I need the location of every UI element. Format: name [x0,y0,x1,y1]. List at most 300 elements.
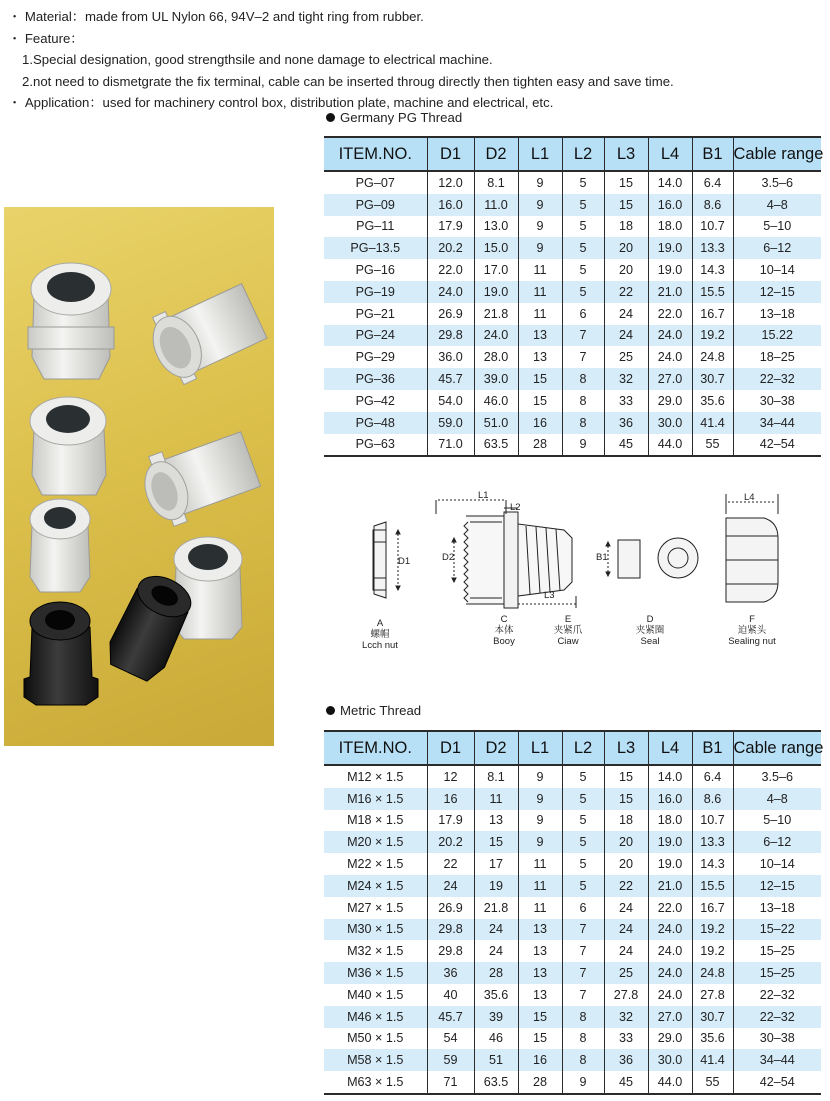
part-c-en: Booy [493,636,515,647]
table-cell: 19.0 [648,831,692,853]
item-number-cell: M27 × 1.5 [324,897,427,919]
item-number-cell: PG–63 [324,434,427,457]
column-header: L3 [604,731,648,765]
table-cell: 44.0 [648,1071,692,1094]
table-cell: 24 [474,940,518,962]
table-cell: 4–8 [733,788,821,810]
table-row [324,194,821,216]
table-cell: 15 [518,1006,562,1028]
table-cell: 13 [518,325,562,347]
table-cell: 26.9 [427,303,474,325]
table-cell: 13 [518,962,562,984]
table-row [324,984,821,1006]
table-cell: 15 [604,194,648,216]
table-row [324,390,821,412]
pg-thread-table [324,136,824,457]
table-cell: 21.0 [648,875,692,897]
table-cell: 11 [518,259,562,281]
part-a-cn: 螺帽 [370,629,390,640]
table-cell: 19.0 [474,281,518,303]
table-cell: 6 [562,303,604,325]
part-f-cn: 迫紧头 [737,625,767,636]
table-cell: 24 [604,303,648,325]
table-cell: 20 [604,237,648,259]
table-cell: 10–14 [733,259,821,281]
seal-drawing [606,538,698,578]
dim-label-l3: L3 [544,590,555,601]
table-cell: 8 [562,390,604,412]
table-cell: 13.3 [692,237,733,259]
table-cell: 11 [518,897,562,919]
table-cell: 29.0 [648,1028,692,1050]
table-cell: 15–22 [733,919,821,941]
item-number-cell: M12 × 1.5 [324,765,427,788]
table-cell: 51.0 [474,412,518,434]
table-cell: 19.0 [648,853,692,875]
table-cell: 24.0 [648,962,692,984]
column-header: ITEM.NO. [324,731,427,765]
table-cell: 15 [518,390,562,412]
table-cell: 63.5 [474,434,518,457]
part-c-letter: C [500,614,508,625]
dim-label-l4: L4 [744,492,755,503]
table-cell: 5 [562,171,604,194]
table-header-row [324,137,821,171]
table-cell: 8 [562,1006,604,1028]
table-cell: 17 [474,853,518,875]
table-header-row [324,731,821,765]
table-cell: 16.0 [427,194,474,216]
table-cell: 35.6 [692,390,733,412]
product-photo [4,207,274,746]
table-cell: 22.0 [648,897,692,919]
table-row [324,940,821,962]
table-cell: 29.8 [427,325,474,347]
table-row [324,962,821,984]
table-cell: 30.0 [648,412,692,434]
column-header: B1 [692,137,733,171]
table-cell: 9 [518,237,562,259]
table-cell: 22.0 [427,259,474,281]
item-number-cell: PG–13.5 [324,237,427,259]
table-row [324,259,821,281]
table-cell: 55 [692,434,733,457]
table-row [324,171,821,194]
item-number-cell: PG–24 [324,325,427,347]
table-cell: 24 [604,940,648,962]
product-description [8,6,823,114]
column-header: B1 [692,731,733,765]
table-cell: 39.0 [474,368,518,390]
table-cell: 13.0 [474,216,518,238]
table-row [324,897,821,919]
table-cell: 8.6 [692,194,733,216]
metric-thread-table [324,730,824,1095]
item-number-cell: PG–29 [324,346,427,368]
table-row [324,810,821,832]
table-cell: 19.2 [692,940,733,962]
table-cell: 6 [562,897,604,919]
table-cell: 46 [474,1028,518,1050]
table-cell: 19.0 [648,259,692,281]
dim-label-d2: D2 [442,552,455,563]
cable-gland-large-side [142,277,270,389]
table-cell: 5 [562,216,604,238]
part-f-letter: F [749,614,755,625]
table-cell: 13 [518,346,562,368]
bullet-icon [326,113,335,122]
table-cell: 8 [562,1028,604,1050]
table-cell: 18 [604,810,648,832]
table-cell: 11 [518,281,562,303]
table-row [324,831,821,853]
table-cell: 22 [604,281,648,303]
table-row [324,1049,821,1071]
table-row [324,875,821,897]
table-cell: 29.8 [427,940,474,962]
table-cell: 8.1 [474,765,518,788]
table-cell: 15 [604,765,648,788]
table-cell: 29.8 [427,919,474,941]
table-cell: 54 [427,1028,474,1050]
table-row [324,434,821,457]
table-cell: 10.7 [692,216,733,238]
table-cell: 3.5–6 [733,765,821,788]
table-cell: 59.0 [427,412,474,434]
table-cell: 24.0 [474,325,518,347]
table-cell: 15 [604,788,648,810]
table-row [324,919,821,941]
table-cell: 16.7 [692,303,733,325]
column-header: L4 [648,137,692,171]
column-header: L4 [648,731,692,765]
item-number-cell: PG–09 [324,194,427,216]
table-cell: 19.2 [692,325,733,347]
table-cell: 5 [562,788,604,810]
table-cell: 20.2 [427,237,474,259]
table-cell: 39 [474,1006,518,1028]
table-cell: 35.6 [692,1028,733,1050]
table-cell: 45 [604,434,648,457]
table-cell: 24.0 [648,325,692,347]
table-row [324,325,821,347]
table-cell: 36 [427,962,474,984]
part-e-cn: 夹紧爪 [553,625,583,636]
item-number-cell: PG–07 [324,171,427,194]
table-cell: 45.7 [427,368,474,390]
table-cell: 22.0 [648,303,692,325]
cable-gland-small-white [30,499,90,592]
table-cell: 36 [604,412,648,434]
table-cell: 32 [604,1006,648,1028]
item-number-cell: M20 × 1.5 [324,831,427,853]
table-cell: 3.5–6 [733,171,821,194]
part-f-en: Sealing nut [728,636,776,647]
table-cell: 11.0 [474,194,518,216]
table-cell: 15.0 [474,237,518,259]
table-cell: 24.0 [648,984,692,1006]
table-cell: 25 [604,962,648,984]
table-cell: 20.2 [427,831,474,853]
table-cell: 24 [604,325,648,347]
table-row [324,412,821,434]
table-cell: 24.8 [692,346,733,368]
table-cell: 13–18 [733,897,821,919]
part-e-letter: E [564,614,572,625]
cable-gland-large-front [28,263,114,379]
table-cell: 5 [562,281,604,303]
table-row [324,853,821,875]
table-cell: 20 [604,259,648,281]
table-cell: 13–18 [733,303,821,325]
table-cell: 11 [474,788,518,810]
table-cell: 18.0 [648,810,692,832]
sealing-nut-drawing [726,494,778,602]
table-cell: 30.7 [692,1006,733,1028]
table-cell: 5 [562,765,604,788]
table-cell: 17.0 [474,259,518,281]
table-cell: 41.4 [692,1049,733,1071]
column-header: D2 [474,137,518,171]
table-cell: 24 [474,919,518,941]
table-cell: 12 [427,765,474,788]
lock-nut-drawing [373,522,400,598]
table-cell: 25 [604,346,648,368]
item-number-cell: M16 × 1.5 [324,788,427,810]
table-cell: 9 [518,171,562,194]
application-line: ・ Application：used for machinery control box, distribution plate, machine and electrical, etc. [8,95,554,111]
column-header: L1 [518,731,562,765]
table-cell: 18.0 [648,216,692,238]
table-cell: 28 [474,962,518,984]
table-cell: 7 [562,919,604,941]
table-cell: 5 [562,194,604,216]
table-cell: 4–8 [733,194,821,216]
table-row [324,1071,821,1094]
item-number-cell: M32 × 1.5 [324,940,427,962]
table-row [324,216,821,238]
column-header: D2 [474,731,518,765]
cable-gland-medium-front [30,397,106,495]
feature-item-1: 1.Special designation, good strengthsile and none damage to electrical machine. [22,52,493,68]
column-header: D1 [427,731,474,765]
table-row [324,765,821,788]
table-cell: 14.3 [692,259,733,281]
column-header: L1 [518,137,562,171]
table-cell: 30–38 [733,1028,821,1050]
table-cell: 19.0 [648,237,692,259]
table-cell: 24 [427,875,474,897]
table-cell: 7 [562,940,604,962]
table-cell: 6.4 [692,765,733,788]
table-cell: 15.5 [692,281,733,303]
dim-label-b1: B1 [596,552,608,563]
table-cell: 20 [604,853,648,875]
table-cell: 7 [562,984,604,1006]
material-line: ・ Material：made from UL Nylon 66, 94V–2 and tight ring from rubber. [8,9,424,24]
table-row [324,281,821,303]
table-cell: 27.0 [648,1006,692,1028]
part-d-en: Seal [640,636,660,647]
table-cell: 13 [518,940,562,962]
table-row [324,788,821,810]
table-cell: 12–15 [733,281,821,303]
table-cell: 21.8 [474,897,518,919]
table-cell: 22–32 [733,1006,821,1028]
item-number-cell: PG–21 [324,303,427,325]
dim-label-l2: L2 [510,502,521,513]
table-cell: 9 [518,765,562,788]
column-header: Cable range [733,731,821,765]
table-cell: 28.0 [474,346,518,368]
table-cell: 5–10 [733,810,821,832]
table-cell: 45 [604,1071,648,1094]
table-cell: 5 [562,875,604,897]
table-row [324,368,821,390]
table-cell: 15.22 [733,325,821,347]
table-cell: 30.0 [648,1049,692,1071]
table-row [324,237,821,259]
table-cell: 29.0 [648,390,692,412]
item-number-cell: M24 × 1.5 [324,875,427,897]
item-number-cell: M40 × 1.5 [324,984,427,1006]
table-cell: 7 [562,325,604,347]
table-row [324,1028,821,1050]
table-cell: 14.0 [648,171,692,194]
table-cell: 22 [604,875,648,897]
table-cell: 13 [518,919,562,941]
table-cell: 7 [562,346,604,368]
table-cell: 24.0 [648,346,692,368]
table-cell: 17.9 [427,810,474,832]
table-cell: 33 [604,390,648,412]
cable-gland-white-right [174,537,242,639]
table-cell: 34–44 [733,412,821,434]
table-cell: 11 [518,875,562,897]
table-cell: 63.5 [474,1071,518,1094]
table-cell: 11 [518,303,562,325]
table-cell: 30–38 [733,390,821,412]
table-cell: 9 [518,831,562,853]
table-cell: 16.0 [648,194,692,216]
table-cell: 71 [427,1071,474,1094]
table-cell: 18–25 [733,346,821,368]
table-cell: 27.8 [692,984,733,1006]
item-number-cell: PG–36 [324,368,427,390]
table-cell: 22–32 [733,984,821,1006]
table-cell: 15–25 [733,962,821,984]
item-number-cell: M46 × 1.5 [324,1006,427,1028]
table-cell: 5 [562,259,604,281]
item-number-cell: PG–19 [324,281,427,303]
bullet-icon [326,706,335,715]
table-cell: 11 [518,853,562,875]
table-cell: 16 [427,788,474,810]
table-cell: 27.8 [604,984,648,1006]
table-cell: 12–15 [733,875,821,897]
table-cell: 5 [562,810,604,832]
part-e-en: Ciaw [557,636,579,647]
table-cell: 24.0 [427,281,474,303]
column-header: ITEM.NO. [324,137,427,171]
table-cell: 5 [562,831,604,853]
table-cell: 30.7 [692,368,733,390]
table-cell: 24 [604,919,648,941]
table-cell: 8.1 [474,171,518,194]
table-cell: 32 [604,368,648,390]
column-header: L2 [562,137,604,171]
table-cell: 9 [518,810,562,832]
table-cell: 54.0 [427,390,474,412]
table-cell: 33 [604,1028,648,1050]
feature-heading: ・ Feature： [8,30,84,46]
table-row [324,346,821,368]
table-cell: 6–12 [733,237,821,259]
table-cell: 15–25 [733,940,821,962]
cable-gland-medium-side [135,424,264,531]
column-header: L2 [562,731,604,765]
table-cell: 15 [518,368,562,390]
table-cell: 9 [562,1071,604,1094]
table-cell: 13 [474,810,518,832]
table-cell: 13.3 [692,831,733,853]
table-cell: 5–10 [733,216,821,238]
table-cell: 42–54 [733,434,821,457]
table-cell: 16 [518,1049,562,1071]
item-number-cell: PG–16 [324,259,427,281]
column-header: D1 [427,137,474,171]
table-cell: 5 [562,237,604,259]
part-a-en: Lcch nut [362,640,398,651]
pg-section-title-text: Germany PG Thread [340,110,463,125]
table-cell: 40 [427,984,474,1006]
item-number-cell: M50 × 1.5 [324,1028,427,1050]
metric-section-title [326,703,421,718]
table-cell: 51 [474,1049,518,1071]
table-cell: 8.6 [692,788,733,810]
table-row [324,1006,821,1028]
table-cell: 59 [427,1049,474,1071]
item-number-cell: M22 × 1.5 [324,853,427,875]
item-number-cell: PG–48 [324,412,427,434]
table-cell: 24.0 [648,919,692,941]
table-cell: 42–54 [733,1071,821,1094]
feature-item-2: 2.not need to dismetgrate the fix terminal, cable can be inserted throug directly then tighten easy and save time. [22,73,674,89]
item-number-cell: PG–42 [324,390,427,412]
table-cell: 34–44 [733,1049,821,1071]
table-cell: 14.0 [648,765,692,788]
table-cell: 16.0 [648,788,692,810]
table-cell: 21.0 [648,281,692,303]
table-cell: 5 [562,853,604,875]
table-cell: 26.9 [427,897,474,919]
table-cell: 22 [427,853,474,875]
table-cell: 15 [474,831,518,853]
table-cell: 6.4 [692,171,733,194]
table-cell: 22–32 [733,368,821,390]
table-cell: 15 [518,1028,562,1050]
table-cell: 20 [604,831,648,853]
part-c-cn: 本体 [494,625,514,636]
item-number-cell: M58 × 1.5 [324,1049,427,1071]
dim-label-l1: L1 [478,490,489,501]
item-number-cell: M18 × 1.5 [324,810,427,832]
table-cell: 10.7 [692,810,733,832]
table-cell: 41.4 [692,412,733,434]
table-cell: 44.0 [648,434,692,457]
table-cell: 15.5 [692,875,733,897]
table-cell: 19 [474,875,518,897]
